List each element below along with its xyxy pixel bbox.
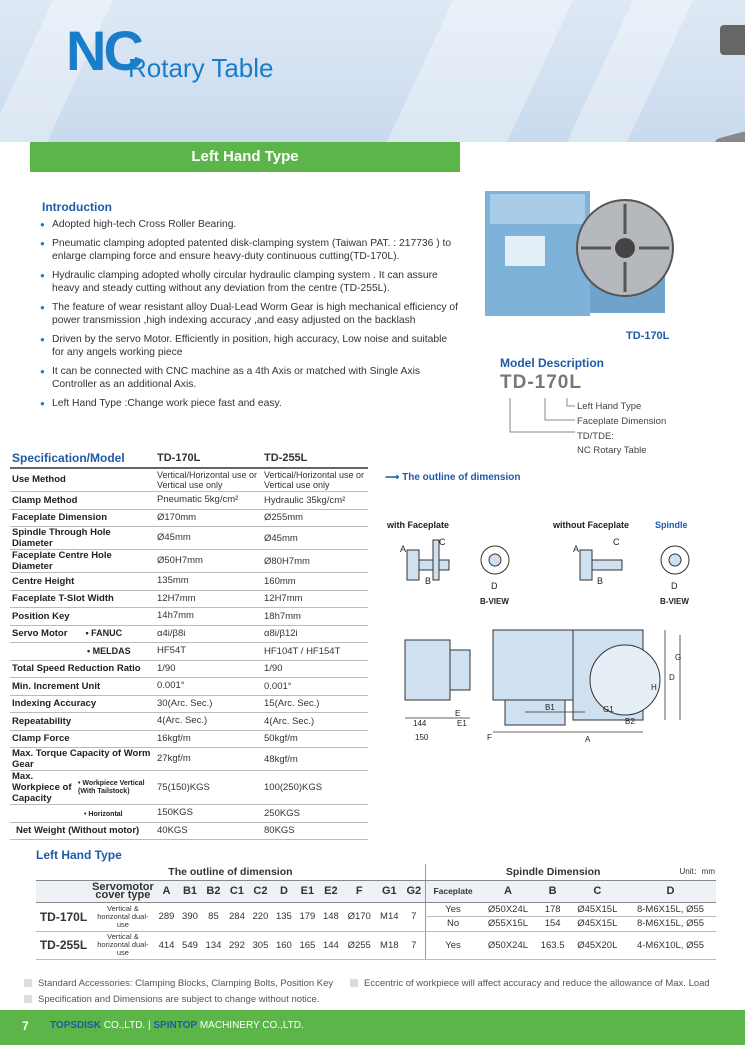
spec-label: Use Method [10,468,155,492]
table-cell: Ø170 [343,902,376,931]
cover-type-cell: Vertical & horizontal dual-use [91,902,155,931]
dim-label: A [573,544,580,554]
col-header: C1 [225,880,248,902]
page-header [0,0,745,142]
table-cell: 144 [319,931,342,959]
spec-value: 14h7mm [155,608,262,626]
tool-image [705,20,745,142]
spec-label: Centre Height [10,573,155,591]
spec-value: 30(Arc. Sec.) [155,695,262,713]
col-header: B2 [202,880,225,902]
model-desc-left-hand: Left Hand Type [577,401,642,412]
table-cell: 292 [225,931,248,959]
table-cell: 390 [178,902,201,931]
dim-label: D [671,581,678,591]
spec-value: Ø45mm [155,527,262,550]
spec-value: 15(Arc. Sec.) [262,695,368,713]
photo-caption: TD-170L [626,330,670,342]
spec-value: 4(Arc. Sec.) [155,713,262,731]
header-decoration [567,0,693,142]
table-cell: 154 [536,917,570,932]
table-cell: 7 [403,902,426,931]
spec-label: • Horizontal [10,805,155,823]
spec-value: 0.001° [262,678,368,696]
spec-label: Total Speed Reduction Ratio [10,660,155,678]
table-cell: 8-M6X15L, Ø55 [625,902,716,917]
cover-type-cell: Vertical & horizontal dual-use [91,931,155,959]
spec-value: 135mm [155,573,262,591]
page-footer [0,1010,745,1045]
col-header: Faceplate [425,880,480,902]
table-cell: Ø255 [343,931,376,959]
dimension-drawing [375,490,715,810]
dim-label: B2 [625,717,635,726]
dim-label: G [675,653,682,662]
spec-heading: Specification/Model [10,450,155,468]
intro-item: ● Adopted high-tech Cross Roller Bearing. [40,218,460,231]
section-bar: Left Hand Type [30,142,460,172]
table-cell: Yes [425,902,480,917]
table-cell: 220 [249,902,272,931]
spec-value: 75(150)KGS [155,771,262,805]
spec-label: Faceplate T-Slot Width [10,590,155,608]
col-header: B [536,880,570,902]
spec-value: Ø45mm [262,527,368,550]
col-header: G2 [403,880,426,902]
table-cell: M18 [376,931,403,959]
dim-label: G1 [603,705,614,714]
table-cell: 8-M6X15L, Ø55 [625,917,716,932]
spec-label: Net Weight (Without motor) [10,822,155,840]
intro-item: ● It can be connected with CNC machine as a 4th Axis or matched with Single Axis Controller as an additional Axis. [40,365,460,391]
table-cell: No [425,917,480,932]
spec-value: 1/90 [262,660,368,678]
note-change: Specification and Dimensions are subject to change without notice. [24,994,319,1005]
spec-value: 250KGS [262,805,368,823]
spec-value: 1/90 [155,660,262,678]
spec-value: HF54T [155,643,262,661]
model-desc-td: TD/TDE: [577,431,614,442]
dim-label: E1 [457,719,467,728]
bview-label: B-VIEW [480,597,509,606]
spec-value: 40KGS [155,822,262,840]
table-cell: M14 [376,902,403,931]
spec-value: Ø255mm [262,509,368,527]
table-cell: 289 [155,902,178,931]
intro-item: ● Hydraulic clamping adopted wholly circular hydraulic clamping system . It can assure heavy and steady cutting without any deviation from the centre (TD-255L). [40,269,460,295]
table-cell: 163.5 [536,931,570,959]
without-faceplate-label: without Faceplate [553,520,630,530]
model-desc-nc: NC Rotary Table [577,445,647,456]
spec-value: Vertical/Horizontal use or Vertical use only [155,468,262,492]
spec-value: 4(Arc. Sec.) [262,713,368,731]
spec-value: 18h7mm [262,608,368,626]
intro-item: ● Left Hand Type :Change work piece fast and easy. [40,397,460,410]
spec-label: Faceplate Centre Hole Diameter [10,550,155,573]
dim-label: F [487,733,492,742]
model-cell: TD-255L [36,931,91,959]
col-header: A [480,880,535,902]
spec-value: 100(250)KGS [262,771,368,805]
table-cell: Ø45X15L [570,902,625,917]
col-header: F [343,880,376,902]
table-cell: Ø45X20L [570,931,625,959]
table-cell: 549 [178,931,201,959]
table-cell: 7 [403,931,426,959]
spec-label: Position Key [10,608,155,626]
table-cell: 148 [319,902,342,931]
note-accessories: Standard Accessories: Clamping Blocks, Clamping Bolts, Position Key [24,978,333,989]
spec-label: Faceplate Dimension [10,509,155,527]
model-description-heading: Model Description [500,356,605,370]
table-cell: 135 [272,902,295,931]
table-cell: 305 [249,931,272,959]
brand-nc: NC [66,19,141,82]
spec-label: Indexing Accuracy [10,695,155,713]
spec-value: Ø80H7mm [262,550,368,573]
table-cell: Yes [425,931,480,959]
header-decoration [387,0,573,142]
spec-value: 16kgf/m [155,730,262,748]
table-cell: 179 [296,902,319,931]
table-cell: 134 [202,931,225,959]
table-cell: 178 [536,902,570,917]
spindle-title: Spindle Dimension Unit：mm [425,864,716,880]
spec-value: 150KGS [155,805,262,823]
bview-label: B-VIEW [660,597,689,606]
spec-value: 12H7mm [262,590,368,608]
dim-label: C [613,537,620,547]
intro-heading: Introduction [42,200,112,214]
rotary-table-photo [475,186,675,321]
spec-label: Clamp Force [10,730,155,748]
spec-value: 160mm [262,573,368,591]
table-cell: Ø45X15L [570,917,625,932]
dim-label: C [439,537,446,547]
spec-value: 50kgf/m [262,730,368,748]
spec-value: 12H7mm [155,590,262,608]
dim-label: H [651,683,657,692]
spec-value: 0.001° [155,678,262,696]
spindle-label: Spindle [655,520,688,530]
spec-label: Min. Increment Unit [10,678,155,696]
intro-item: ● The feature of wear resistant alloy Dual-Lead Worm Gear is high mechanical efficiency of power transmission ,high indexing accuracy ,and easy adjusted on the backlash [40,301,460,327]
model-cell: TD-170L [36,902,91,931]
col-header: C [570,880,625,902]
spec-value: Ø50H7mm [155,550,262,573]
col-header: Servomotor cover type [92,881,154,901]
spec-value: 48kgf/m [262,748,368,771]
spec-value: 27kgf/m [155,748,262,771]
model-desc-faceplate: Faceplate Dimension [577,416,667,427]
spec-value: Pneumatic 5kg/cm² [155,492,262,510]
table-cell: 4-M6X10L, Ø55 [625,931,716,959]
dim-label: B [597,576,604,586]
col-header: E2 [319,880,342,902]
spec-col-td255: TD-255L [262,450,368,468]
outline-title: The outline of dimension [36,864,425,880]
bottom-heading: Left Hand Type [36,848,122,862]
spec-value: α8i/β12i [262,625,368,643]
spec-label: Repeatability [10,713,155,731]
dim-label: A [585,735,591,744]
spec-value: Vertical/Horizontal use or Vertical use only [262,468,368,492]
spec-label: Clamp Method [10,492,155,510]
col-header: C2 [249,880,272,902]
dim-label: D [491,581,498,591]
spec-value: Hydraulic 35kg/cm² [262,492,368,510]
dimension-table [36,864,716,960]
table-cell: 160 [272,931,295,959]
table-cell: Ø50X24L [480,902,535,917]
col-header: E1 [296,880,319,902]
with-faceplate-label: with Faceplate [387,520,450,530]
table-cell: Ø50X24L [480,931,535,959]
col-header: G1 [376,880,403,902]
spec-label: Spindle Through Hole Diameter [10,527,155,550]
table-cell: Ø55X15L [480,917,535,932]
intro-item: ● Pneumatic clamping adopted patented disk-clamping system (Taiwan PAT. : 217736 ) to enlarge clamping force and ensure heavy-duty continuous cutting(TD-170L). [40,237,460,263]
spec-value: 80KGS [262,822,368,840]
dim-label: 144 [413,719,427,728]
spec-label: • MELDAS [10,643,155,661]
dim-label: E [455,709,461,718]
dim-label: 150 [415,733,429,742]
spec-label: Max. Workpiece of Capacity• Workpiece Vertical (With Tailstock) [10,771,155,805]
spec-col-td170: TD-170L [155,450,262,468]
model-code: TD-170L [500,372,582,393]
specification-table [10,450,368,840]
spec-label: Max. Torque Capacity of Worm Gear [10,748,155,771]
intro-list [40,218,460,416]
col-header: D [272,880,295,902]
dim-label: B [425,576,432,586]
dim-label: A [400,544,407,554]
table-cell: 284 [225,902,248,931]
spec-value: Ø170mm [155,509,262,527]
page-title: Rotary Table [128,53,274,83]
spec-value: α4i/β8i [155,625,262,643]
page-number: 7 [22,1019,29,1033]
spec-value: HF104T / HF154T [262,643,368,661]
spec-label: Servo Motor • FANUC [10,625,155,643]
col-header: A [155,880,178,902]
dim-label: B1 [545,703,555,712]
table-cell: 165 [296,931,319,959]
table-cell: 85 [202,902,225,931]
dim-label: D [669,673,675,682]
dimension-title: ⟶ The outline of dimension [385,472,521,483]
intro-item: ● Driven by the servo Motor. Efficiently in position, high accuracy, Low noise and suitable for any angels working piece [40,333,460,359]
note-eccentric: Eccentric of workpiece will affect accuracy and reduce the allowance of Max. Load [350,978,710,989]
table-cell: 414 [155,931,178,959]
col-header: B1 [178,880,201,902]
col-header: D [625,880,716,902]
company-names: TOPSDISK CO.,LTD. | SPINTOP MACHINERY CO.,LTD. [50,1020,304,1031]
